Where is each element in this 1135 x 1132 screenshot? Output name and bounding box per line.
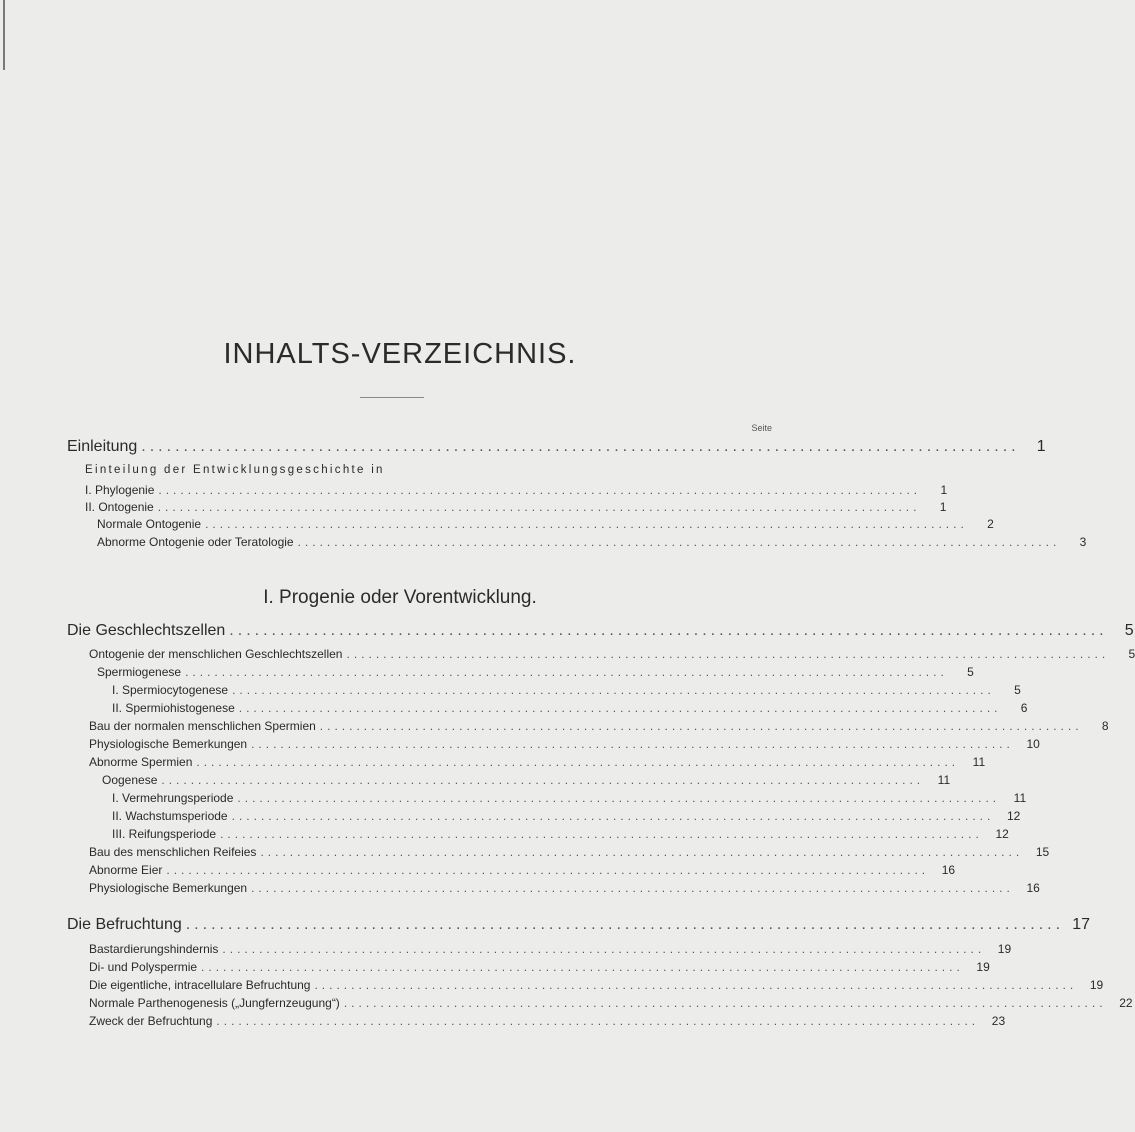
toc-entry[interactable]: I. Phylogenie ........................................................................................................ 1: [85, 483, 948, 497]
leader-dots: ........................................................................................................: [343, 996, 1107, 1010]
leader-dots: ........................................................................................................: [222, 942, 986, 956]
leader-dots: ........................................................................................................: [201, 960, 964, 974]
toc-entry[interactable]: II. Ontogenie ........................................................................................................ 1: [85, 500, 947, 514]
leader-dots: ........................................................................................................: [231, 809, 995, 823]
leader-dots: ........................................................................................................: [346, 647, 1110, 661]
toc-entry[interactable]: Ontogenie der menschlichen Geschlechtszellen ........................................................................................................ 5: [89, 647, 1135, 661]
leader-dots: ........................................................................................................: [166, 863, 930, 877]
leader-dots: ........................................................................................................: [314, 978, 1078, 992]
toc-entry[interactable]: Abnorme Spermien ........................................................................................................ 11: [89, 755, 986, 769]
toc-entry[interactable]: Physiologische Bemerkungen ........................................................................................................ 16: [89, 881, 1040, 895]
page-column-label: Seite: [751, 423, 772, 433]
leader-dots: ........................................................................................................: [196, 755, 960, 769]
leader-dots: ........................................................................................................: [216, 1014, 980, 1028]
title-rule: [360, 397, 424, 398]
leader-dots: ........................................................................................................: [205, 517, 968, 531]
leader-dots: ........................................................................................................: [141, 438, 1020, 455]
toc-entry-befruchtung[interactable]: Die Befruchtung ........................................................................................................ 17: [67, 916, 1091, 933]
toc-entry-geschlechtszellen[interactable]: Die Geschlechtszellen ........................................................................................................ 5: [67, 622, 1134, 639]
toc-entry[interactable]: I. Spermiocytogenese ........................................................................................................ 5: [112, 683, 1021, 697]
leader-dots: ........................................................................................................: [260, 845, 1024, 859]
toc-entry[interactable]: Die eigentliche, intracellulare Befruchtung ........................................................................................................ 19: [89, 978, 1104, 992]
toc-entry[interactable]: II. Spermiohistogenese ........................................................................................................ 6: [112, 701, 1028, 715]
leader-dots: ........................................................................................................: [229, 622, 1108, 639]
leader-dots: ........................................................................................................: [157, 500, 921, 514]
toc-entry[interactable]: I. Vermehrungsperiode ........................................................................................................ 11: [112, 791, 1027, 805]
toc-entry[interactable]: Abnorme Eier ........................................................................................................ 16: [89, 863, 956, 877]
toc-entry[interactable]: Oogenese ........................................................................................................ 11: [102, 773, 951, 787]
leader-dots: ........................................................................................................: [158, 483, 922, 497]
leader-dots: ........................................................................................................: [238, 701, 1002, 715]
toc-entry-einleitung[interactable]: Einleitung ........................................................................................................ 1: [67, 438, 1046, 455]
toc-entry[interactable]: Normale Ontogenie ........................................................................................................ 2: [97, 517, 994, 531]
toc-entry[interactable]: II. Wachstumsperiode ........................................................................................................ 12: [112, 809, 1021, 823]
toc-subheading-einteilung: Einteilung der Entwicklungsgeschichte in: [85, 464, 385, 476]
toc-entry[interactable]: Zweck der Befruchtung ........................................................................................................ 23: [89, 1014, 1006, 1028]
page-title: INHALTS-VERZEICHNIS.: [223, 338, 577, 370]
toc-entry[interactable]: Bau des menschlichen Reifeies ........................................................................................................ 15: [89, 845, 1050, 859]
toc-entry[interactable]: III. Reifungsperiode ........................................................................................................ 12: [112, 827, 1009, 841]
toc-entry[interactable]: Normale Parthenogenesis („Jungfernzeugung“) ........................................................................................................ 22: [89, 996, 1133, 1010]
leader-dots: ........................................................................................................: [161, 773, 925, 787]
page-edge-line: [3, 0, 5, 70]
leader-dots: ........................................................................................................: [220, 827, 983, 841]
leader-dots: ........................................................................................................: [297, 535, 1061, 549]
leader-dots: ........................................................................................................: [251, 881, 1014, 895]
leader-dots: ........................................................................................................: [319, 719, 1083, 733]
leader-dots: ........................................................................................................: [185, 916, 1065, 933]
toc-entry[interactable]: Abnorme Ontogenie oder Teratologie ........................................................................................................ 3: [97, 535, 1087, 549]
leader-dots: ........................................................................................................: [185, 665, 948, 679]
toc-entry[interactable]: Bastardierungshindernis ........................................................................................................ 19: [89, 942, 1012, 956]
section-heading-progenie: I. Progenie oder Vorentwicklung.: [263, 587, 537, 608]
leader-dots: ........................................................................................................: [232, 683, 995, 697]
toc-entry[interactable]: Physiologische Bemerkungen ........................................................................................................ 10: [89, 737, 1040, 751]
leader-dots: ........................................................................................................: [237, 791, 1001, 805]
toc-entry[interactable]: Bau der normalen menschlichen Spermien ........................................................................................................ 8: [89, 719, 1109, 733]
toc-entry[interactable]: Spermiogenese ........................................................................................................ 5: [97, 665, 974, 679]
toc-entry[interactable]: Di- und Polyspermie ........................................................................................................ 19: [89, 960, 990, 974]
leader-dots: ........................................................................................................: [251, 737, 1014, 751]
